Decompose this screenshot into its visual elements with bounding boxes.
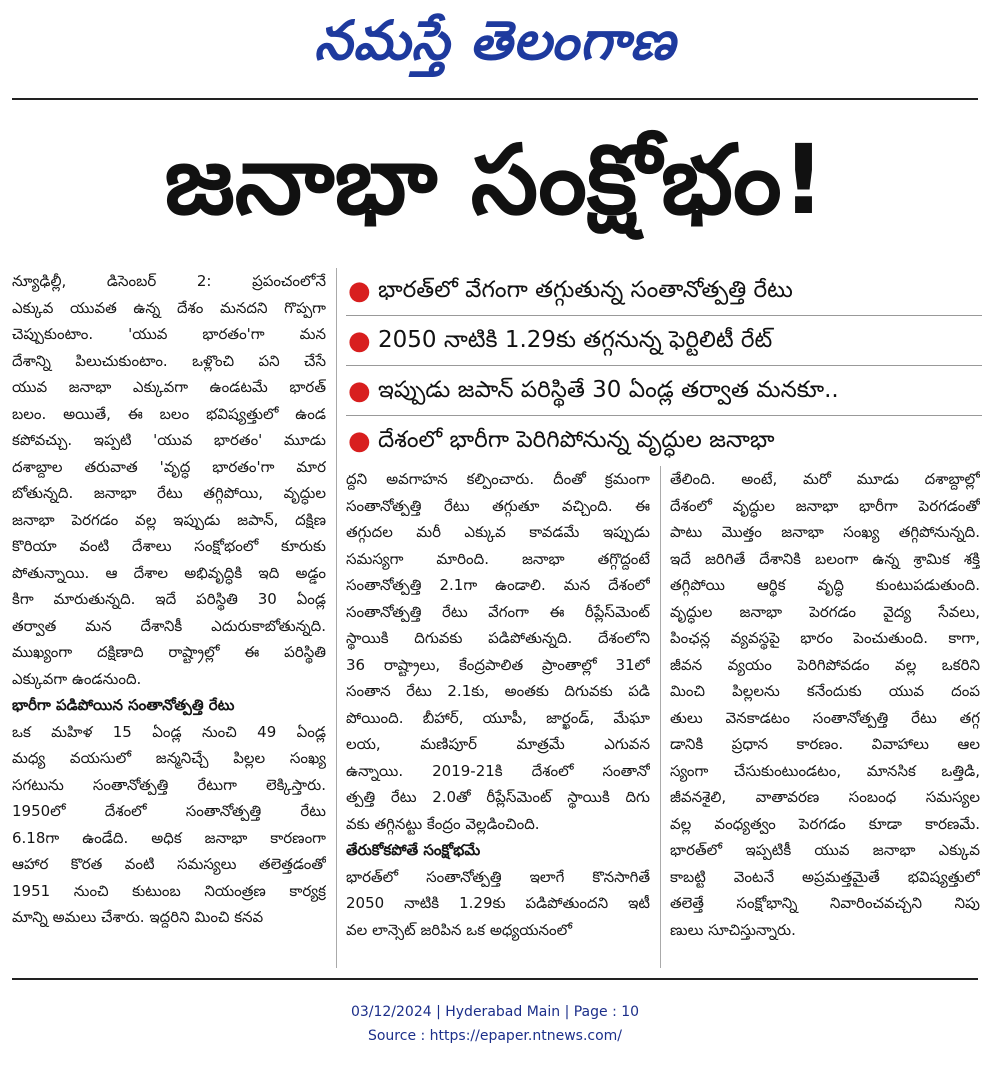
article-text-line: సంతాన రేటు 2.1కు, అంతకు దిగువకు పడి: [346, 682, 650, 700]
article-text-line: యువ జనాభా ఎక్కువగా ఉండటమే భారత్: [12, 378, 326, 396]
section-subheading: తేరుకోకపోతే సంక్షోభమే: [346, 841, 481, 859]
article-text-line: దేశంలో వృద్ధుల జనాభా భారీగా పెరగడంతో: [670, 496, 980, 515]
article-text-line: ణులు సూచిస్తున్నారు.: [670, 920, 796, 939]
article-text-line: సమస్యగా మారింది. జనాభా తగ్గొద్దంటే: [346, 549, 650, 568]
bullet-item: [346, 316, 982, 366]
headline: జనాభా సంక్షోభం!: [164, 124, 826, 236]
article-text-line: లయ, మణిపూర్ మాత్రమే ఎగువన: [346, 735, 650, 753]
article-text-line: దశాబ్దాల తరువాత 'వృద్ధ భారతం'గా మార: [12, 457, 326, 476]
article-text-line: పాటు మొత్తం జనాభా సంఖ్య తగ్గిపోనున్నది.: [670, 523, 980, 541]
article-text-line: భారత్‌లో సంతానోత్పత్తి ఇలాగే కొనసాగితే: [346, 867, 650, 886]
article-text-line: జనాభా పెరగడం వల్ల ఇప్పుడు జపాన్, దక్షిణ: [12, 510, 326, 529]
bullet-text: 2050 నాటికి 1.29కు తగ్గనున్న ఫెర్టిలిటీ రేట్: [378, 326, 773, 353]
article-text-line: డానికి ప్రధాన కారణం. వివాహాలు ఆల: [670, 735, 980, 753]
article-text-line: ఇదే జరిగితే దేశానికి బలంగా ఉన్న శ్రామిక శక్తి: [670, 549, 980, 568]
article-text-line: 2050 నాటికి 1.29కు పడిపోతుందని ఇటీ: [346, 894, 650, 912]
article-text-line: చెప్పుకుంటాం. 'యువ భారతం'గా మన: [12, 325, 326, 343]
footer-source-link: Source : https://epaper.ntnews.com/: [367, 1028, 623, 1044]
article-column-3: [670, 466, 980, 943]
article-text-line: న్యూఢిల్లీ, డిసెంబర్ 2: ప్రపంచంలోనే: [12, 272, 326, 290]
article-text-line: కపోవచ్చు. ఇప్పటి 'యువ భారతం' మూడు: [12, 431, 326, 449]
article-text-line: సంతానోత్పత్తి రేటు తగ్గుతూ వచ్చింది. ఈ: [346, 496, 650, 515]
article-text-line: కిగా మారుతున్నది. ఇదే పరిస్థితి 30 ఏండ్ల: [12, 590, 326, 608]
article-text-line: భారత్‌లో ఇప్పటికీ యువ జనాభా ఎక్కువ: [670, 841, 980, 859]
article-text-line: వల్ల వంధ్యత్వం పెరగడం కూడా కారణమే.: [670, 814, 980, 833]
bullet-text: భారత్‌లో వేగంగా తగ్గుతున్న సంతానోత్పత్తి రేటు: [378, 276, 793, 303]
article-text-line: సగటును సంతానోత్పత్తి రేటుగా లెక్కిస్తారు.: [12, 775, 326, 794]
article-text-line: తులు వెనకాడటం సంతానోత్పత్తి రేటు తగ్గ: [670, 708, 980, 727]
article-column-1: [12, 268, 326, 931]
masthead-divider: [12, 98, 978, 100]
column-divider: [660, 466, 661, 968]
article-text-line: కాబట్టి వెంటనే అప్రమత్తమైతే భవిష్యత్తులో: [670, 867, 980, 886]
section-subheading: భారీగా పడిపోయిన సంతానోత్పత్తి రేటు: [12, 696, 235, 714]
article-text-line: వృద్ధుల జనాభా పెరగడం వైద్య సేవలు,: [670, 602, 980, 621]
article-text-line: పోతున్నాయి. ఆ దేశాల అభివృద్ధికి ఇది అడ్డం: [12, 563, 326, 582]
article-text-line: 6.18గా ఉండేది. అధిక జనాభా కారణంగా: [12, 828, 326, 847]
bullet-item: [346, 366, 982, 416]
article-text-line: దేశాన్ని పిలుచుకుంటాం. ఒళ్లొంచి పని చేసే: [12, 351, 326, 370]
bullet-text: ఇప్పుడు జపాన్ పరిస్థితే 30 ఏండ్ల తర్వాత మనకూ..: [378, 376, 839, 403]
article-text-line: తర్వాత మన దేశానికీ ఎదురుకాబోతున్నది.: [12, 616, 326, 635]
red-bullet-icon: ●: [348, 325, 371, 356]
article-text-line: పింఛన్ల వ్యవస్థపై భారం పెంచుతుంది. కాగా,: [670, 629, 980, 647]
footer-divider: [12, 978, 978, 980]
article-text-line: తలెత్తే సంక్షోభాన్ని నివారించవచ్చని నిపు: [670, 894, 980, 912]
masthead-logo: నమస్తే తెలంగాణ: [314, 8, 676, 72]
article-text-line: తగ్గుదల మరీ ఎక్కువ కావడమే ఇప్పుడు: [346, 523, 650, 541]
article-text-line: ఎక్కువగా ఉండనుంది.: [12, 669, 142, 688]
article-text-line: సంతానోత్పత్తి రేటు వేగంగా ఈ రీప్లేస్‌మెంట్: [346, 602, 650, 621]
red-bullet-icon: ●: [348, 275, 371, 306]
article-text-line: వకు తగ్గినట్టు కేంద్రం వెల్లడించింది.: [346, 814, 540, 833]
article-text-line: కొరియా వంటి దేశాలు సంక్షోభంలో కూరుకు: [12, 537, 326, 555]
article-text-line: ఒక మహిళ 15 ఏండ్ల నుంచి 49 ఏండ్ల: [12, 722, 326, 741]
article-text-line: వల లాన్సెట్ జరిపిన ఒక అధ్యయనంలో: [346, 920, 573, 939]
bullet-highlights: [346, 266, 982, 466]
article-text-line: స్థాయికి దిగువకు పడిపోతున్నది. దేశంలోని: [346, 629, 650, 647]
article-text-line: స్యంగా చేసుకుంటుండటం, మానసిక ఒత్తిడి,: [670, 761, 980, 780]
article-text-line: ఎక్కువ యువత ఉన్న దేశం మనదని గొప్పగా: [12, 298, 326, 317]
article-text-line: 36 రాష్ట్రాలు, కేంద్రపాలిత ప్రాంతాల్లో 31లో: [346, 655, 650, 674]
article-text-line: 1951 నుంచి కుటుంబ నియంత్రణ కార్యక్ర: [12, 881, 326, 900]
article-text-line: సంతానోత్పత్తి 2.1గా ఉండాలి. మన దేశంలో: [346, 576, 650, 594]
footer-date-edition: 03/12/2024 | Hyderabad Main | Page : 10: [350, 1004, 640, 1020]
bullet-item: [346, 416, 982, 466]
article-text-line: బోతున్నది. జనాభా రేటు తగ్గిపోయి, వృద్ధుల: [12, 484, 326, 502]
article-text-line: ద్దని అవగాహన కల్పించారు. దీంతో క్రమంగా: [346, 470, 650, 488]
red-bullet-icon: ●: [348, 426, 371, 456]
article-text-line: ముఖ్యంగా దక్షిణాది రాష్ట్రాల్లో ఈ పరిస్థితి: [12, 643, 326, 661]
article-text-line: ఆహార కొరత వంటి సమస్యలు తలెత్తడంతో: [12, 855, 326, 873]
article-column-2: [346, 466, 650, 943]
article-text-line: జీవన వ్యయం పెరిగిపోవడం వల్ల ఒకరిని: [670, 655, 980, 674]
article-text-line: ఉన్నాయి. 2019-21కి దేశంలో సంతానో: [346, 761, 650, 780]
article-text-line: తేలింది. అంటే, మరో మూడు దశాబ్దాల్లో: [670, 470, 980, 488]
red-bullet-icon: ●: [348, 375, 371, 406]
article-text-line: త్పత్తి రేటు 2.0తో రీప్లేస్‌మెంట్ స్థాయికి దిగు: [346, 788, 650, 806]
article-text-line: పోయింది. బీహార్, యూపీ, జార్ఖండ్, మేఘా: [346, 708, 650, 727]
bullet-item: [346, 266, 982, 316]
article-text-line: 1950లో దేశంలో సంతానోత్పత్తి రేటు: [12, 802, 326, 820]
article-text-line: మించి పిల్లలను కనేందుకు యువ దంప: [670, 682, 980, 700]
article-text-line: తగ్గిపోయి ఆర్థిక వృద్ధి కుంటుపడుతుంది.: [670, 576, 980, 594]
article-text-line: జీవనశైలి, వాతావరణ సంబంధ సమస్యల: [670, 788, 980, 806]
column-divider: [336, 268, 337, 968]
article-text-line: మాన్ని అమలు చేశారు. ఇద్దరిని మించి కనవ: [12, 908, 264, 926]
bullet-text: దేశంలో భారీగా పెరిగిపోనున్న వృద్ధుల జనాభా: [378, 427, 775, 454]
article-text-line: మధ్య వయసులో జన్మనిచ్చే పిల్లల సంఖ్య: [12, 749, 326, 767]
article-text-line: బలం. అయితే, ఈ బలం భవిష్యత్తులో ఉండ: [12, 404, 326, 423]
